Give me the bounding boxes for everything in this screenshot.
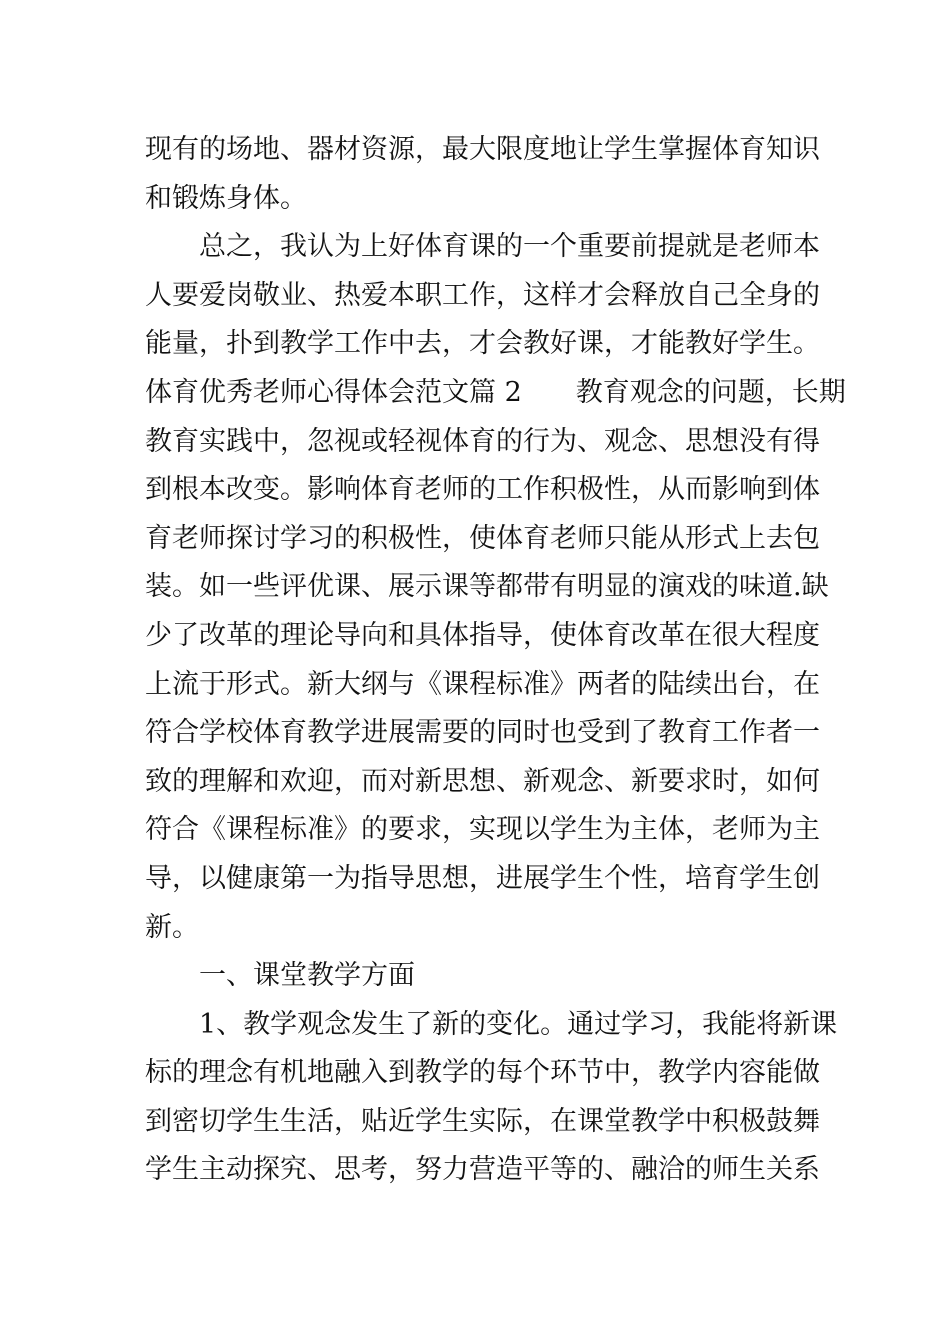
paragraph-3 [145,369,846,952]
paragraph-5 [145,1001,838,1195]
document-body [145,126,846,1195]
text-line: 装。如一些评优课、展示课等都带有明显的演戏的味道.缺 [145,571,829,603]
text-line: 学生主动探究、思考，努力营造平等的、融洽的师生关系 [145,1154,820,1186]
text-line: 符合学校体育教学进展需要的同时也受到了教育工作者一 [145,717,820,749]
text-line: 导，以健康第一为指导思想，进展学生个性，培育学生创 [145,862,820,894]
subheading-line: 一、课堂教学方面 [199,960,415,992]
text-line: 现有的场地、器材资源，最大限度地让学生掌握体育知识 [145,134,820,165]
text-line: 到根本改变。影响体育老师的工作积极性，从而影响到体 [145,474,820,506]
paragraph-2 [145,223,820,369]
text-line: 教育实践中，忽视或轻视体育的行为、观念、思想没有得 [145,425,820,457]
text-line: 和锻炼身体。 [145,182,307,214]
paragraph-1 [145,126,820,223]
text-line: 总之，我认为上好体育课的一个重要前提就是老师本 [199,231,820,263]
text-line: 1、教学观念发生了新的变化。通过学习，我能将新课 [199,1008,838,1040]
text-line: 标的理念有机地融入到教学的每个环节中，教学内容能做 [145,1057,820,1089]
text-line: 符合《课程标准》的要求，实现以学生为主体，老师为主 [145,814,820,846]
text-line: 到密切学生生活，贴近学生实际，在课堂教学中积极鼓舞 [145,1105,820,1137]
text-line: 能量，扑到教学工作中去，才会教好课，才能教好学生。 [145,328,820,360]
section-heading-line: 体育优秀老师心得体会范文篇 2 教育观念的问题，长期 [145,376,846,408]
text-line: 新。 [145,911,199,943]
text-line: 育老师探讨学习的积极性，使体育老师只能从形式上去包 [145,522,820,554]
paragraph-4 [145,952,809,1001]
text-line: 上流于形式。新大纲与《课程标准》两者的陆续出台，在 [145,668,820,700]
text-line: 人要爱岗敬业、热爱本职工作，这样才会释放自己全身的 [145,279,820,311]
text-line: 致的理解和欢迎，而对新思想、新观念、新要求时，如何 [145,765,820,797]
text-line: 少了改革的理论导向和具体指导，使体育改革在很大程度 [145,619,820,651]
